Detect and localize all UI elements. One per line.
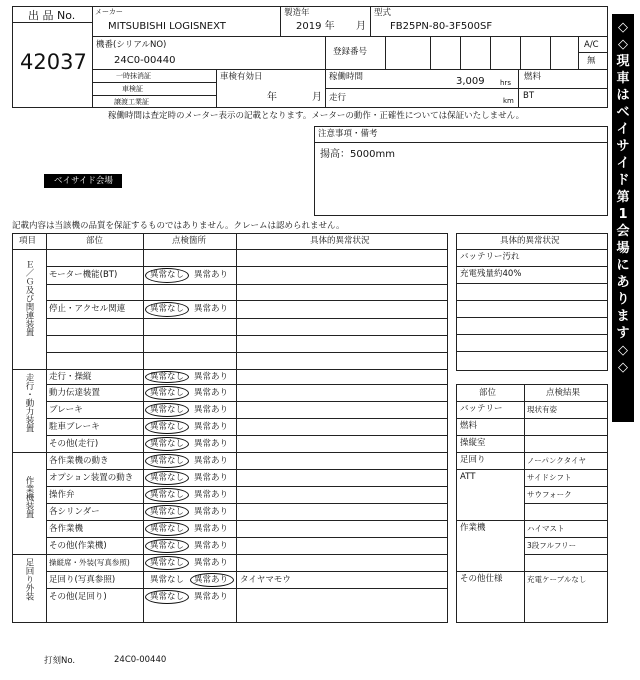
side-banner-char: ◇: [618, 20, 628, 35]
result-value: サウフォーク: [527, 490, 572, 499]
inspection-expiry-year: 年: [267, 92, 277, 103]
side-banner-char: サ: [616, 139, 630, 154]
side-banner-char: イ: [616, 156, 630, 171]
result-part: 足回り: [460, 455, 486, 465]
part-label: 足回り(写真参照): [49, 575, 116, 585]
check-abnormal[interactable]: 異常あり: [194, 490, 229, 500]
side-banner-char: ド: [616, 173, 630, 188]
result-part: 燃料: [460, 421, 478, 431]
part-label: 駐車ブレーキ: [49, 422, 100, 432]
remarks-label: 注意事項・備考: [318, 129, 378, 139]
side-banner-char: 現: [616, 54, 630, 69]
check-abnormal[interactable]: 異常あり: [194, 422, 229, 432]
result-part: その他仕様: [460, 574, 503, 584]
check-normal[interactable]: 異常なし: [150, 490, 185, 500]
maker-label: メーカー: [95, 8, 123, 16]
selected-check-oval: [145, 386, 189, 400]
selected-check-oval: [145, 505, 189, 519]
selected-check-oval: [145, 539, 189, 553]
inspection-expiry-label: 車検有効日: [220, 72, 263, 82]
part-label: その他(走行): [49, 439, 99, 449]
part-label: オプション装置の動き: [49, 473, 134, 483]
fuel-label: 燃料: [524, 72, 542, 82]
check-abnormal[interactable]: 異常あり: [194, 372, 229, 382]
side-banner-char: 会: [616, 224, 630, 239]
stamp-number-label: 打刻No.: [44, 656, 76, 666]
side-banner-char: 車: [616, 71, 630, 86]
check-normal[interactable]: 異常なし: [150, 304, 185, 314]
hours-value: 3,009: [456, 76, 485, 87]
location-badge-text: ベイサイド会場: [54, 176, 113, 186]
part-label: 操縦席・外装(写真参照): [49, 558, 130, 567]
check-abnormal[interactable]: 異常あり: [194, 524, 229, 534]
hours-label: 稼働時間: [329, 72, 364, 82]
selected-check-oval: [145, 590, 189, 604]
group-label: 作業機装置: [24, 475, 34, 518]
check-abnormal[interactable]: 異常あり: [194, 405, 229, 415]
mileage-label: 走行: [329, 93, 347, 103]
part-label: その他(作業機): [49, 541, 107, 551]
selected-check-oval: [145, 522, 189, 536]
selected-check-oval: [145, 488, 189, 502]
detail-text: タイヤマモウ: [240, 575, 291, 585]
check-abnormal[interactable]: 異常あり: [194, 388, 229, 398]
selected-check-oval: [145, 454, 189, 468]
side-banner-char: ベ: [616, 105, 630, 120]
result-value: ノーパンクタイヤ: [527, 456, 586, 465]
side-banner-char: ◇: [618, 343, 628, 358]
check-normal[interactable]: 異常なし: [150, 270, 185, 280]
side-banner-char: あ: [616, 275, 630, 290]
ac-value: 無: [587, 56, 596, 66]
result-part: バッテリー: [460, 404, 503, 414]
quality-notice: 記載内容は当該機の品質を保証するものではありません。クレームは認められません。: [12, 221, 345, 231]
shuppin-number: 42037: [20, 50, 87, 74]
check-normal[interactable]: 異常なし: [150, 439, 185, 449]
result-value: 3段フルフリー: [527, 541, 577, 550]
result-part: 操縦室: [460, 438, 486, 448]
check-abnormal[interactable]: 異常あり: [194, 304, 229, 314]
result-part: 作業機: [460, 523, 486, 533]
fuel-value: BT: [523, 91, 535, 101]
check-abnormal[interactable]: 異常あり: [194, 558, 229, 568]
remarks-text: 揚高：5000mm: [320, 149, 395, 160]
stamp-number-value: 24C0-00440: [114, 655, 167, 665]
check-abnormal[interactable]: 異常あり: [194, 507, 229, 517]
result-value: 充電ケーブルなし: [527, 575, 587, 584]
part-label: 各作業機の動き: [49, 456, 109, 466]
group-label: Ｅ／Ｇ及び関連装置: [24, 259, 34, 336]
col-header-part: 部位: [86, 236, 104, 246]
check-normal[interactable]: 異常なし: [150, 405, 185, 415]
part-label: モーター機能(BT): [49, 270, 118, 280]
result-part: ATT: [460, 472, 476, 482]
part-label: 走行・操縦: [49, 372, 92, 382]
part-label: 動力伝達装置: [49, 388, 101, 398]
year-label: 製造年: [284, 8, 310, 18]
remarks-box: [314, 126, 608, 216]
inspection-expiry-month: 月: [312, 92, 322, 103]
part-label: 各シリンダー: [49, 507, 100, 517]
part-label: ブレーキ: [49, 405, 83, 415]
check-abnormal[interactable]: 異常あり: [194, 270, 229, 280]
check-normal[interactable]: 異常なし: [150, 456, 185, 466]
abnormal-note: バッテリー汚れ: [460, 252, 520, 262]
ac-label: A/C: [584, 40, 599, 50]
year-value: 2019 年: [296, 21, 335, 32]
check-normal[interactable]: 異常なし: [150, 422, 185, 432]
check-normal[interactable]: 異常なし: [150, 541, 185, 551]
mfg-cert-label: 譲渡工業証: [114, 98, 149, 106]
side-banner-char: す: [616, 326, 630, 341]
result-value: 現状有姿: [527, 405, 557, 414]
abnormal-note: 充電残量約40%: [460, 269, 522, 279]
side-banner-char: 1: [618, 207, 628, 222]
side-banner-char: は: [616, 88, 630, 103]
mileage-unit: km: [503, 97, 514, 105]
check-normal[interactable]: 異常なし: [150, 524, 185, 534]
side-banner-char: り: [616, 292, 630, 307]
right-table-header: 具体的異常状況: [500, 236, 560, 246]
check-abnormal[interactable]: 異常あり: [194, 473, 229, 483]
selected-check-oval: [145, 420, 189, 434]
side-banner-char: 第: [616, 190, 630, 205]
group-label: 走行・動力装置: [24, 373, 34, 433]
check-normal[interactable]: 異常なし: [150, 558, 185, 568]
model-label: 型式: [374, 8, 392, 18]
side-banner-char: ま: [616, 309, 630, 324]
selected-check-oval: [145, 268, 189, 283]
selected-check-oval: [145, 371, 189, 383]
side-banner-char: イ: [616, 122, 630, 137]
check-normal[interactable]: 異常なし: [150, 592, 185, 602]
maker-value: MITSUBISHI LOGISNEXT: [108, 21, 226, 32]
part-label: その他(足回り): [49, 592, 107, 602]
check-normal[interactable]: 異常なし: [150, 372, 185, 382]
group-label: 足回り外装: [24, 558, 34, 601]
part-label: 各作業機: [49, 524, 84, 534]
result-header-part: 部位: [479, 388, 497, 398]
side-banner-char: に: [616, 258, 630, 273]
shuppin-no-label: 出 品 No.: [28, 9, 76, 22]
part-label: 停止・アクセル関連: [49, 304, 126, 314]
month-label: 月: [356, 21, 366, 32]
col-header-detail: 具体的異常状況: [310, 236, 370, 246]
check-normal[interactable]: 異常なし: [150, 473, 185, 483]
registration-label: 登録番号: [333, 47, 368, 57]
part-label: 操作弁: [49, 490, 75, 500]
side-banner-char: ◇: [618, 360, 628, 375]
check-abnormal[interactable]: 異常あり: [194, 575, 229, 585]
check-normal[interactable]: 異常なし: [150, 388, 185, 398]
hours-unit: hrs: [500, 79, 511, 87]
location-side-banner: [612, 14, 634, 422]
model-value: FB25PN-80-3F500SF: [390, 21, 493, 32]
col-header-item: 項目: [19, 236, 37, 246]
side-banner-char: ◇: [618, 37, 628, 52]
selected-check-oval: [145, 437, 189, 451]
inspection-cert-label: 車検証: [122, 85, 143, 93]
temp-cert-label: 一時抹消証: [116, 72, 151, 80]
check-abnormal[interactable]: 異常あり: [194, 439, 229, 449]
result-value: ハイマスト: [527, 524, 565, 533]
selected-check-oval: [190, 573, 234, 587]
selected-check-oval: [145, 471, 189, 485]
hours-notice: 稼働時間は査定時のメーター表示の記載となります。メーターの動作・正確性については保証いたしません。: [108, 111, 525, 121]
serial-label: 機番(シリアルNO): [96, 40, 167, 50]
selected-check-oval: [145, 302, 189, 317]
check-normal[interactable]: 異常なし: [150, 507, 185, 517]
check-abnormal[interactable]: 異常あり: [194, 541, 229, 551]
result-value: サイドシフト: [527, 473, 572, 482]
selected-check-oval: [145, 403, 189, 417]
result-header-result: 点検結果: [546, 388, 581, 398]
serial-value: 24C0-00440: [114, 55, 176, 66]
selected-check-oval: [145, 556, 189, 570]
check-normal[interactable]: 異常なし: [150, 575, 185, 585]
side-banner-char: 場: [616, 241, 630, 256]
check-abnormal[interactable]: 異常あり: [194, 456, 229, 466]
check-abnormal[interactable]: 異常あり: [194, 592, 229, 602]
col-header-check: 点検箇所: [172, 236, 207, 246]
